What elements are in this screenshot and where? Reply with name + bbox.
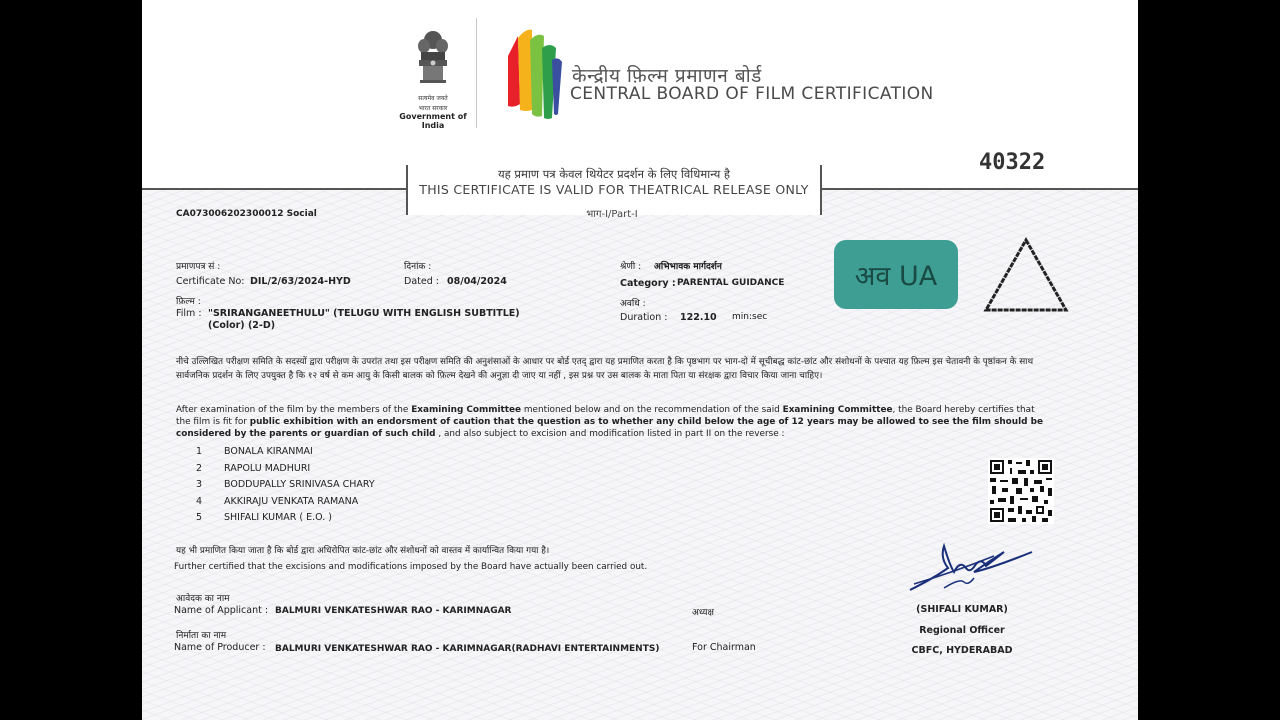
applicant-hindi: आवेदक का नाम: [176, 594, 230, 604]
list-item: 3 BODDUPALLY SRINIVASA CHARY: [196, 479, 375, 490]
national-emblem-icon: [413, 28, 453, 88]
producer-label: Name of Producer :: [174, 642, 266, 653]
certificate-page: [142, 0, 1138, 720]
list-item: 4 AKKIRAJU VENKATA RAMANA: [196, 495, 359, 507]
cert-en-7: , and also subject to excision and modification listed in part II on the reverse :: [435, 429, 785, 439]
chairman-hindi: अध्यक्ष: [692, 608, 714, 618]
for-chairman: For Chairman: [692, 642, 756, 653]
producer-hindi: निर्माता का नाम: [176, 631, 227, 641]
header-divider: [476, 18, 477, 128]
board-name-hindi: केन्द्रीय फ़िल्म प्रमाणन बोर्ड: [572, 65, 762, 87]
certificate-no-hindi: प्रमाणपत्र सं :: [176, 262, 221, 272]
signatory-title: Regional Officer: [919, 624, 1005, 636]
film-format: (Color) (2-D): [208, 320, 276, 331]
category-value: PARENTAL GUIDANCE: [677, 278, 785, 288]
certificate-no-label: Certificate No:: [176, 276, 245, 287]
film-label: Film :: [176, 308, 202, 319]
further-english: Further certified that the excisions and modifications imposed by the Board have actually been carried out.: [174, 562, 648, 572]
validity-english: THIS CERTIFICATE IS VALID FOR THEATRICAL RELEASE ONLY: [419, 182, 809, 197]
list-item: 5 SHIFALI KUMAR ( E.O. ): [196, 512, 333, 523]
signatory-office: CBFC, HYDERABAD: [911, 645, 1013, 656]
date-hindi: दिनांक :: [404, 262, 432, 272]
duration-value: 122.10: [680, 312, 717, 323]
committee-list: [196, 446, 375, 529]
cbfc-logo-icon: [504, 26, 564, 122]
producer-name: BALMURI VENKATESHWAR RAO - KARIMNAGAR(RADHAVI ENTERTAINMENTS): [275, 644, 660, 654]
reference-id: CA073006202300012 Social: [176, 209, 317, 219]
certificate-no: DIL/2/63/2024-HYD: [250, 276, 351, 287]
signature-icon: [904, 538, 1038, 598]
signatory-block: [902, 600, 1022, 662]
part-label: भाग-I/Part-I: [586, 209, 638, 220]
film-title: "SRIRANGANEETHULU" (TELUGU WITH ENGLISH SUBTITLE): [208, 308, 520, 319]
category-hindi-label: श्रेणी :: [620, 262, 642, 272]
emblem-block: [397, 28, 469, 130]
cert-en-2: Examining Committee: [411, 405, 522, 415]
film-hindi: फ़िल्म :: [176, 297, 201, 307]
cert-en-3: mentioned below and on the recommendation of the said: [521, 405, 783, 415]
serial-number: 40322: [979, 150, 1046, 175]
category-hindi: अभिभावक मार्गदर्शन: [654, 262, 722, 272]
validity-hindi: यह प्रमाण पत्र केवल थियेटर प्रदर्शन के लिए विधिमान्य है: [497, 167, 731, 181]
applicant-label: Name of Applicant :: [174, 605, 269, 616]
date-label: Dated :: [404, 276, 439, 287]
list-item: 1 BONALA KIRANMAI: [196, 446, 313, 457]
date-value: 08/04/2024: [447, 276, 507, 287]
duration-label: Duration :: [620, 312, 668, 323]
emblem-caption: Government of India: [399, 112, 467, 130]
certification-english: [176, 404, 1046, 440]
emblem-motto: सत्यमेव जयते: [418, 95, 448, 102]
cert-en-4: Examining Committee: [782, 405, 893, 415]
cert-en-1: After examination of the film by the members of the: [176, 405, 412, 415]
cert-en-6: public exhibition with an endorsment of caution that the question as to whether any child below the age of 12 years may be allowed to see the film should be considered by the parents or guardian of such child: [176, 417, 1043, 439]
duration-unit: min:sec: [732, 312, 768, 322]
category-label: Category :: [620, 278, 676, 289]
certification-hindi: नीचे उल्लिखित परीक्षण समिति के सदस्यों द्वारा परीक्षण के उपरांत तथा इस परीक्षण समिति की अनुशंसाओं के आधार पर बोर्ड एतद् द्वारा यह प्रमाणित करता है कि पृष्ठभाग पर भाग-दो में सूचीबद्ध कांट-छांट और संशोधनों के पश्चात यह फ़िल्म इस चेतावनी के पृष्ठांकन के साथ सार्वजनिक प्रदर्शन के लिए उपयुक्त है कि १२ वर्ष से कम आयु के किसी बालक को फ़िल्म देखने की अनुज्ञा दी जाए या नहीं , इस प्रश्न पर उस बालक के माता पिता या संरक्षक द्वारा विचार किया जाना चाहिए।: [176, 357, 1034, 381]
applicant-name: BALMURI VENKATESHWAR RAO - KARIMNAGAR: [275, 606, 512, 616]
rating-badge: अव UA: [834, 240, 958, 309]
list-item: 2 RAPOLU MADHURI: [196, 462, 311, 474]
duration-hindi: अवधि :: [620, 299, 646, 309]
further-hindi: यह भी प्रमाणित किया जाता है कि बोर्ड द्वारा अधिरोपित कांट-छांट और संशोधनों को वास्तव में कार्यान्वित किया गया है।: [176, 546, 550, 556]
emblem-hindi-caption: भारत सरकार: [418, 105, 448, 112]
cert-en-5: , the Board hereby certifies that the film is fit for: [176, 405, 1035, 427]
triangle-symbol-icon: [982, 236, 1070, 314]
board-name-english: CENTRAL BOARD OF FILM CERTIFICATION: [570, 84, 934, 104]
signatory-name: (SHIFALI KUMAR): [916, 604, 1008, 615]
qr-code-icon: [988, 458, 1054, 524]
